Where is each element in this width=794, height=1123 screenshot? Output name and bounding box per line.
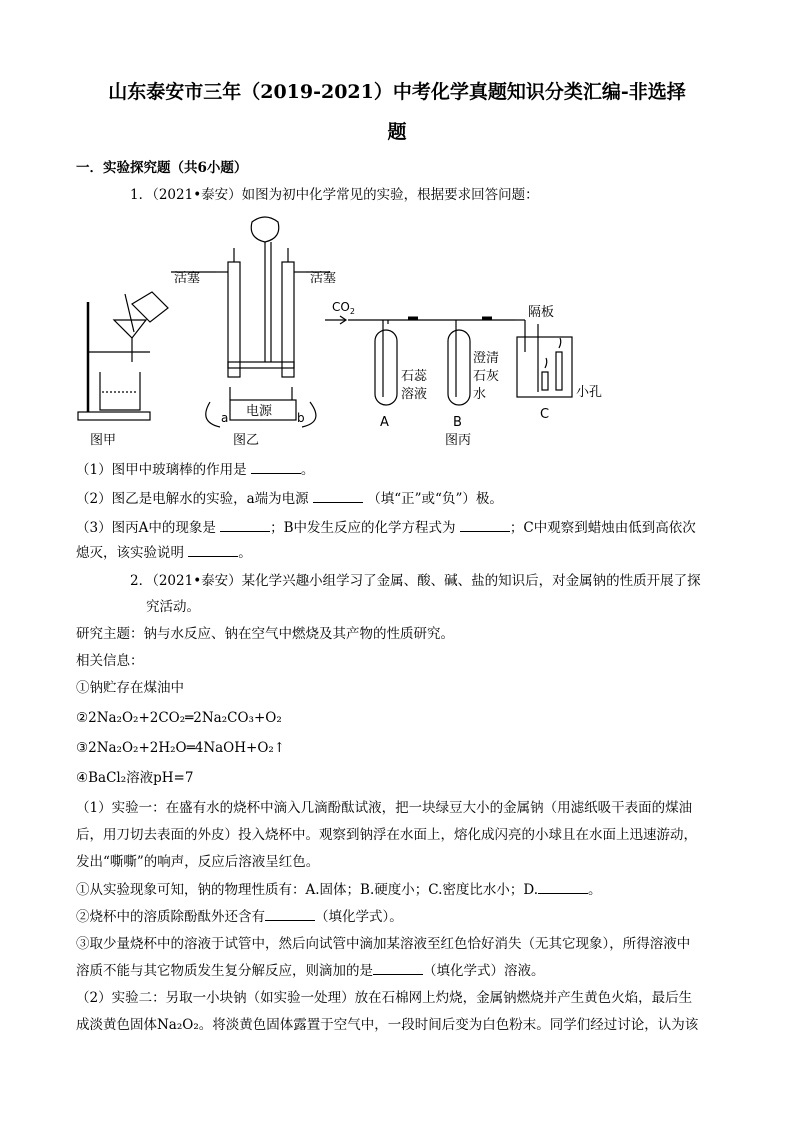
q2-info4: ④BaCl₂溶液pH=7: [76, 770, 194, 786]
answer-blank[interactable]: [313, 502, 363, 503]
document-title-line1: 山东泰安市三年（2019-2021）中考化学真题知识分类汇编-非选择: [108, 81, 686, 103]
co2-test-apparatus: [325, 316, 572, 405]
litmus-label-1: 石蕊: [401, 369, 428, 384]
q2-exp1-line2: 后，用刀切去表面的外皮）投入烧杯中。观察到钠浮在水面上，熔化成闪亮的小球且在水面上迅速游动，: [76, 827, 697, 843]
q2-exp1-line1: （1）实验一：在盛有水的烧杯中滴入几滴酚酞试液，把一块绿豆大小的金属钠（用滤纸吸干表面的煤油: [76, 800, 693, 816]
answer-blank[interactable]: [373, 974, 423, 975]
tube-b-label: B: [453, 415, 462, 430]
q1-sub3-cont: 熄灭，该实验说明 。: [76, 545, 252, 561]
q2-exp1-q1: ①从实验现象可知，钠的物理性质有：A.固体；B.硬度小；C.密度比水小；D. 。: [76, 882, 602, 898]
stopcock-right-label: 活塞: [310, 271, 337, 286]
partition-label: 隔板: [528, 305, 555, 320]
terminal-a-label: a: [221, 411, 229, 425]
label-jia: 图甲: [90, 433, 117, 448]
limewater-label-2: 石灰: [473, 369, 500, 384]
filtration-apparatus: [78, 292, 168, 420]
q2-topic: 研究主题：钠与水反应、钠在空气中燃烧及其产物的性质研究。: [76, 626, 454, 642]
q2-exp2-line2: 成淡黄色固体Na₂O₂。将淡黄色固体露置于空气中，一段时间后变为白色粉末。同学们经过讨论，认为该: [76, 1017, 699, 1033]
q2-info3: ③2Na₂O₂+2H₂O═4NaOH+O₂↑: [76, 740, 286, 756]
power-supply-label: 电源: [246, 404, 273, 419]
small-hole-label: 小孔: [576, 385, 603, 400]
q2-exp2-line1: （2）实验二：另取一小块钠（如实验一处理）放在石棉网上灼烧，金属钠燃烧并产生黄色火焰，最后生: [76, 990, 693, 1006]
q1-sub2: （2）图乙是电解水的实验，a端为电源 （填“正”或“负”）极。: [76, 491, 503, 507]
section-heading: 一．实验探究题（共6小题）: [76, 160, 248, 176]
answer-blank[interactable]: [251, 473, 301, 474]
q2-info-label: 相关信息：: [76, 653, 144, 669]
q2-info2: ②2Na₂O₂+2CO₂═2Na₂CO₃+O₂: [76, 710, 282, 726]
electrolysis-apparatus: [171, 217, 330, 427]
label-bing: 图丙: [445, 433, 472, 448]
q2-exp1-q3-line1: ③取少量烧杯中的溶液于试管中，然后向试管中滴加某溶液至红色恰好消失（无其它现象），所得溶液中: [76, 936, 691, 952]
answer-blank[interactable]: [265, 920, 315, 921]
limewater-label-1: 澄清: [473, 351, 500, 366]
q2-stem-line2: 究活动。: [146, 599, 200, 615]
limewater-label-3: 水: [473, 387, 487, 402]
litmus-label-2: 溶液: [401, 387, 428, 402]
document-title-line2: 题: [387, 121, 407, 143]
stopcock-left-label: 活塞: [174, 271, 201, 286]
q1-stem: 1．（2021•泰安）如图为初中化学常见的实验，根据要求回答问题：: [130, 187, 539, 203]
label-yi: 图乙: [233, 433, 260, 448]
q2-exp1-q2: ②烧杯中的溶质除酚酞外还含有 （填化学式）。: [76, 909, 403, 925]
answer-blank[interactable]: [220, 531, 270, 532]
answer-blank[interactable]: [460, 531, 510, 532]
tube-a-label: A: [380, 415, 389, 430]
q2-exp1-q3-line2: 溶质不能与其它物质发生复分解反应，则滴加的是 （填化学式）溶液。: [76, 963, 545, 979]
terminal-b-label: b: [297, 411, 305, 425]
q2-exp1-line3: 发出“嘶嘶”的响声，反应后溶液呈红色。: [76, 854, 320, 870]
answer-blank[interactable]: [188, 556, 238, 557]
q2-info1: ①钠贮存在煤油中: [76, 680, 184, 696]
q2-stem-line1: 2．（2021•泰安）某化学兴趣小组学习了金属、酸、碱、盐的知识后，对金属钠的性质开展了探: [130, 573, 701, 589]
q1-sub1: （1）图甲中玻璃棒的作用是 。: [76, 462, 315, 478]
beaker-c-label: C: [540, 407, 550, 422]
experiment-figure: [70, 212, 630, 452]
co2-label: $CO_2$: [332, 300, 355, 316]
q1-sub3: （3）图丙A中的现象是 ；B中发生反应的化学方程式为 ；C中观察到蜡烛由低到高依次: [76, 520, 696, 536]
answer-blank[interactable]: [538, 893, 588, 894]
